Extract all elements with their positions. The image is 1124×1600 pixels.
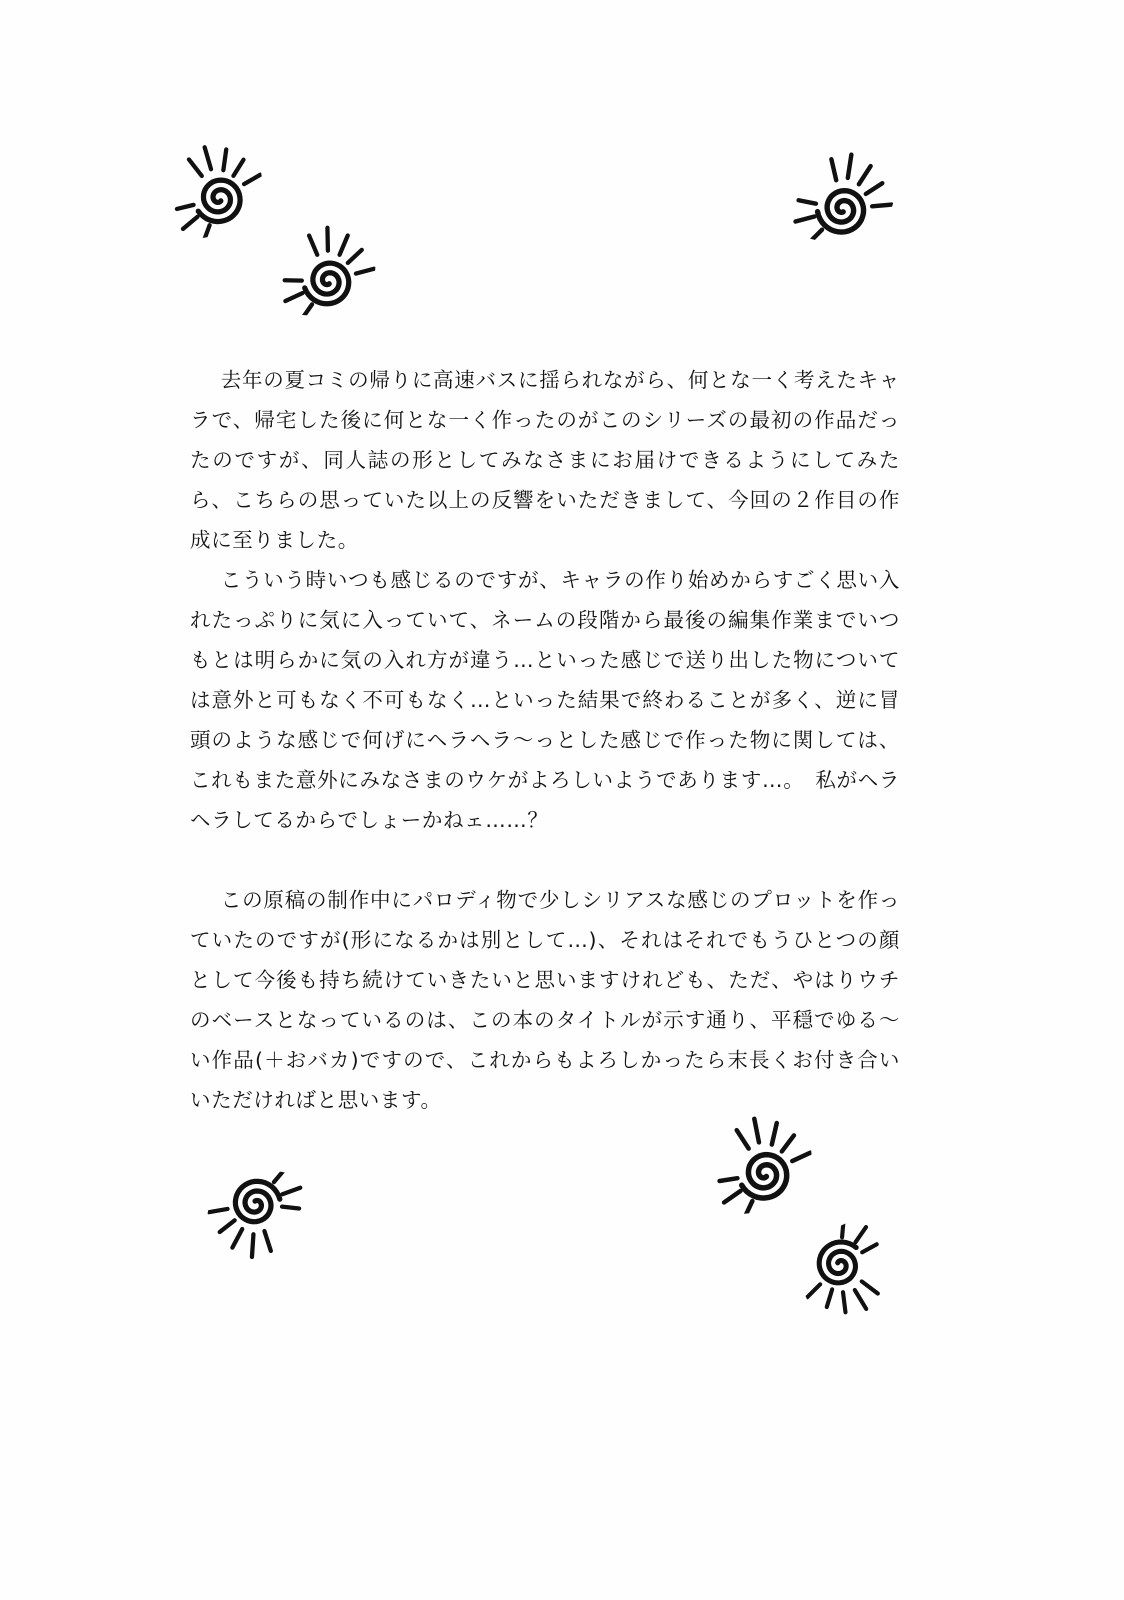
spiral-sun-doodle <box>200 1160 310 1270</box>
paragraph-2: こういう時いつも感じるのですが、キャラの作り始めからすごく思い入れたっぷりに気に入っていて、ネームの段階から最後の編集作業までいつもとは明らかに気の入れ方が違う…といった感じで送り出した物については意外と可もなく不可もなく…といった結果で終わることが多く、逆に冒頭のような感じで何げにヘラヘラ～っとした感じで作った物に関しては、これもまた意外にみなさまのウケがよろしいようであります…。 私がヘラヘラしてるからでしょーかねェ……？ <box>190 568 900 832</box>
spiral-sun-doodle <box>276 218 379 321</box>
spiral-sun-doodle <box>160 132 270 242</box>
spiral-sun-doodle <box>708 1108 816 1216</box>
afterword-text-block <box>190 360 900 1120</box>
spiral-sun-doodle <box>785 1213 907 1335</box>
paragraph-1: 去年の夏コミの帰りに高速バスに揺られながら、何とな一く考えたキャラで、帰宅した後に何とな一く作ったのがこのシリーズの最初の作品だったのですが、同人誌の形としてみなさまにお届けできるようにしてみたら、こちらの思っていた以上の反響をいただきまして、今回の２作目の作成に至りました。 <box>190 368 900 552</box>
paragraph-3: この原稿の制作中にパロディ物で少しシリアスな感じのプロットを作っていたのですが(形になるかは別として…)、それはそれでもうひとつの顔として今後も持ち続けていきたいと思いますけれども、ただ、やはりウチのベースとなっているのは、この本のタイトルが示す通り、平穏でゆる～い作品(＋おバカ)ですので、これからもよろしかったら末長くお付き合いいただければと思います。 <box>190 888 900 1112</box>
spiral-sun-doodle <box>784 137 904 257</box>
